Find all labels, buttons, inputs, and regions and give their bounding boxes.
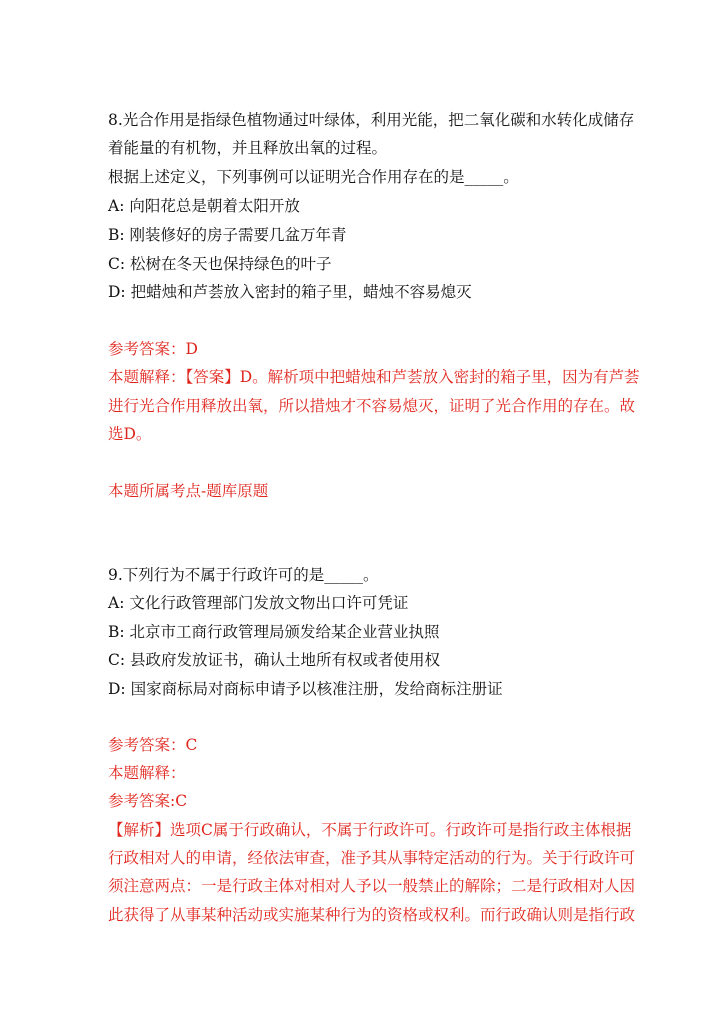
q9-answer: 参考答案：C (108, 736, 198, 754)
q9-explanation-label: 本题解释： (108, 764, 186, 782)
q8-option-c: C: 松树在冬天也保持绿色的叶子 (108, 255, 332, 273)
q8-explanation-line-3: 选D。 (108, 425, 152, 443)
q9-stem: 9.下列行为不属于行政许可的是_____。 (108, 566, 379, 584)
q9-explanation-line-1: 【解析】选项C属于行政确认，不属于行政许可。行政许可是指行政主体根据 (108, 821, 632, 839)
q9-answer-repeat: 参考答案:C (108, 792, 188, 810)
q8-option-b: B: 刚装修好的房子需要几盆万年青 (108, 226, 347, 244)
q9-explanation-line-4: 此获得了从事某种活动或实施某种行为的资格或权利。而行政确认则是指行政 (108, 906, 636, 924)
q9-explanation-line-2: 行政相对人的申请，经依法审查，准予其从事特定活动的行为。关于行政许可 (108, 849, 636, 867)
q9-option-a: A: 文化行政管理部门发放文物出口许可凭证 (108, 594, 409, 612)
q9-option-d: D: 国家商标局对商标申请予以核准注册，发给商标注册证 (108, 680, 503, 698)
q8-explanation-line-2: 进行光合作用释放出氧，所以措烛才不容易熄灭，证明了光合作用的存在。故 (108, 397, 636, 415)
q9-option-b: B: 北京市工商行政管理局颁发给某企业营业执照 (108, 623, 440, 641)
q8-topic: 本题所属考点-题库原题 (108, 482, 269, 500)
q9-explanation-line-3: 须注意两点：一是行政主体对相对人予以一般禁止的解除；二是行政相对人因 (108, 877, 636, 895)
q8-explanation-line-1: 本题解释：【答案】D。解析项中把蜡烛和芦荟放入密封的箱子里，因为有芦荟 (108, 368, 640, 386)
q8-answer: 参考答案：D (108, 340, 198, 358)
q8-stem-line-1: 8.光合作用是指绿色植物通过叶绿体，利用光能，把二氧化碳和水转化成储存 (108, 111, 635, 129)
q8-option-a: A: 向阳花总是朝着太阳开放 (108, 197, 300, 215)
q8-stem-line-3: 根据上述定义，下列事例可以证明光合作用存在的是_____。 (108, 168, 519, 186)
q9-option-c: C: 县政府发放证书，确认土地所有权或者使用权 (108, 651, 441, 669)
q8-stem-line-2: 着能量的有机物，并且释放出氧的过程。 (108, 139, 388, 157)
q8-option-d: D: 把蜡烛和芦荟放入密封的箱子里，蜡烛不容易熄灭 (108, 283, 472, 301)
